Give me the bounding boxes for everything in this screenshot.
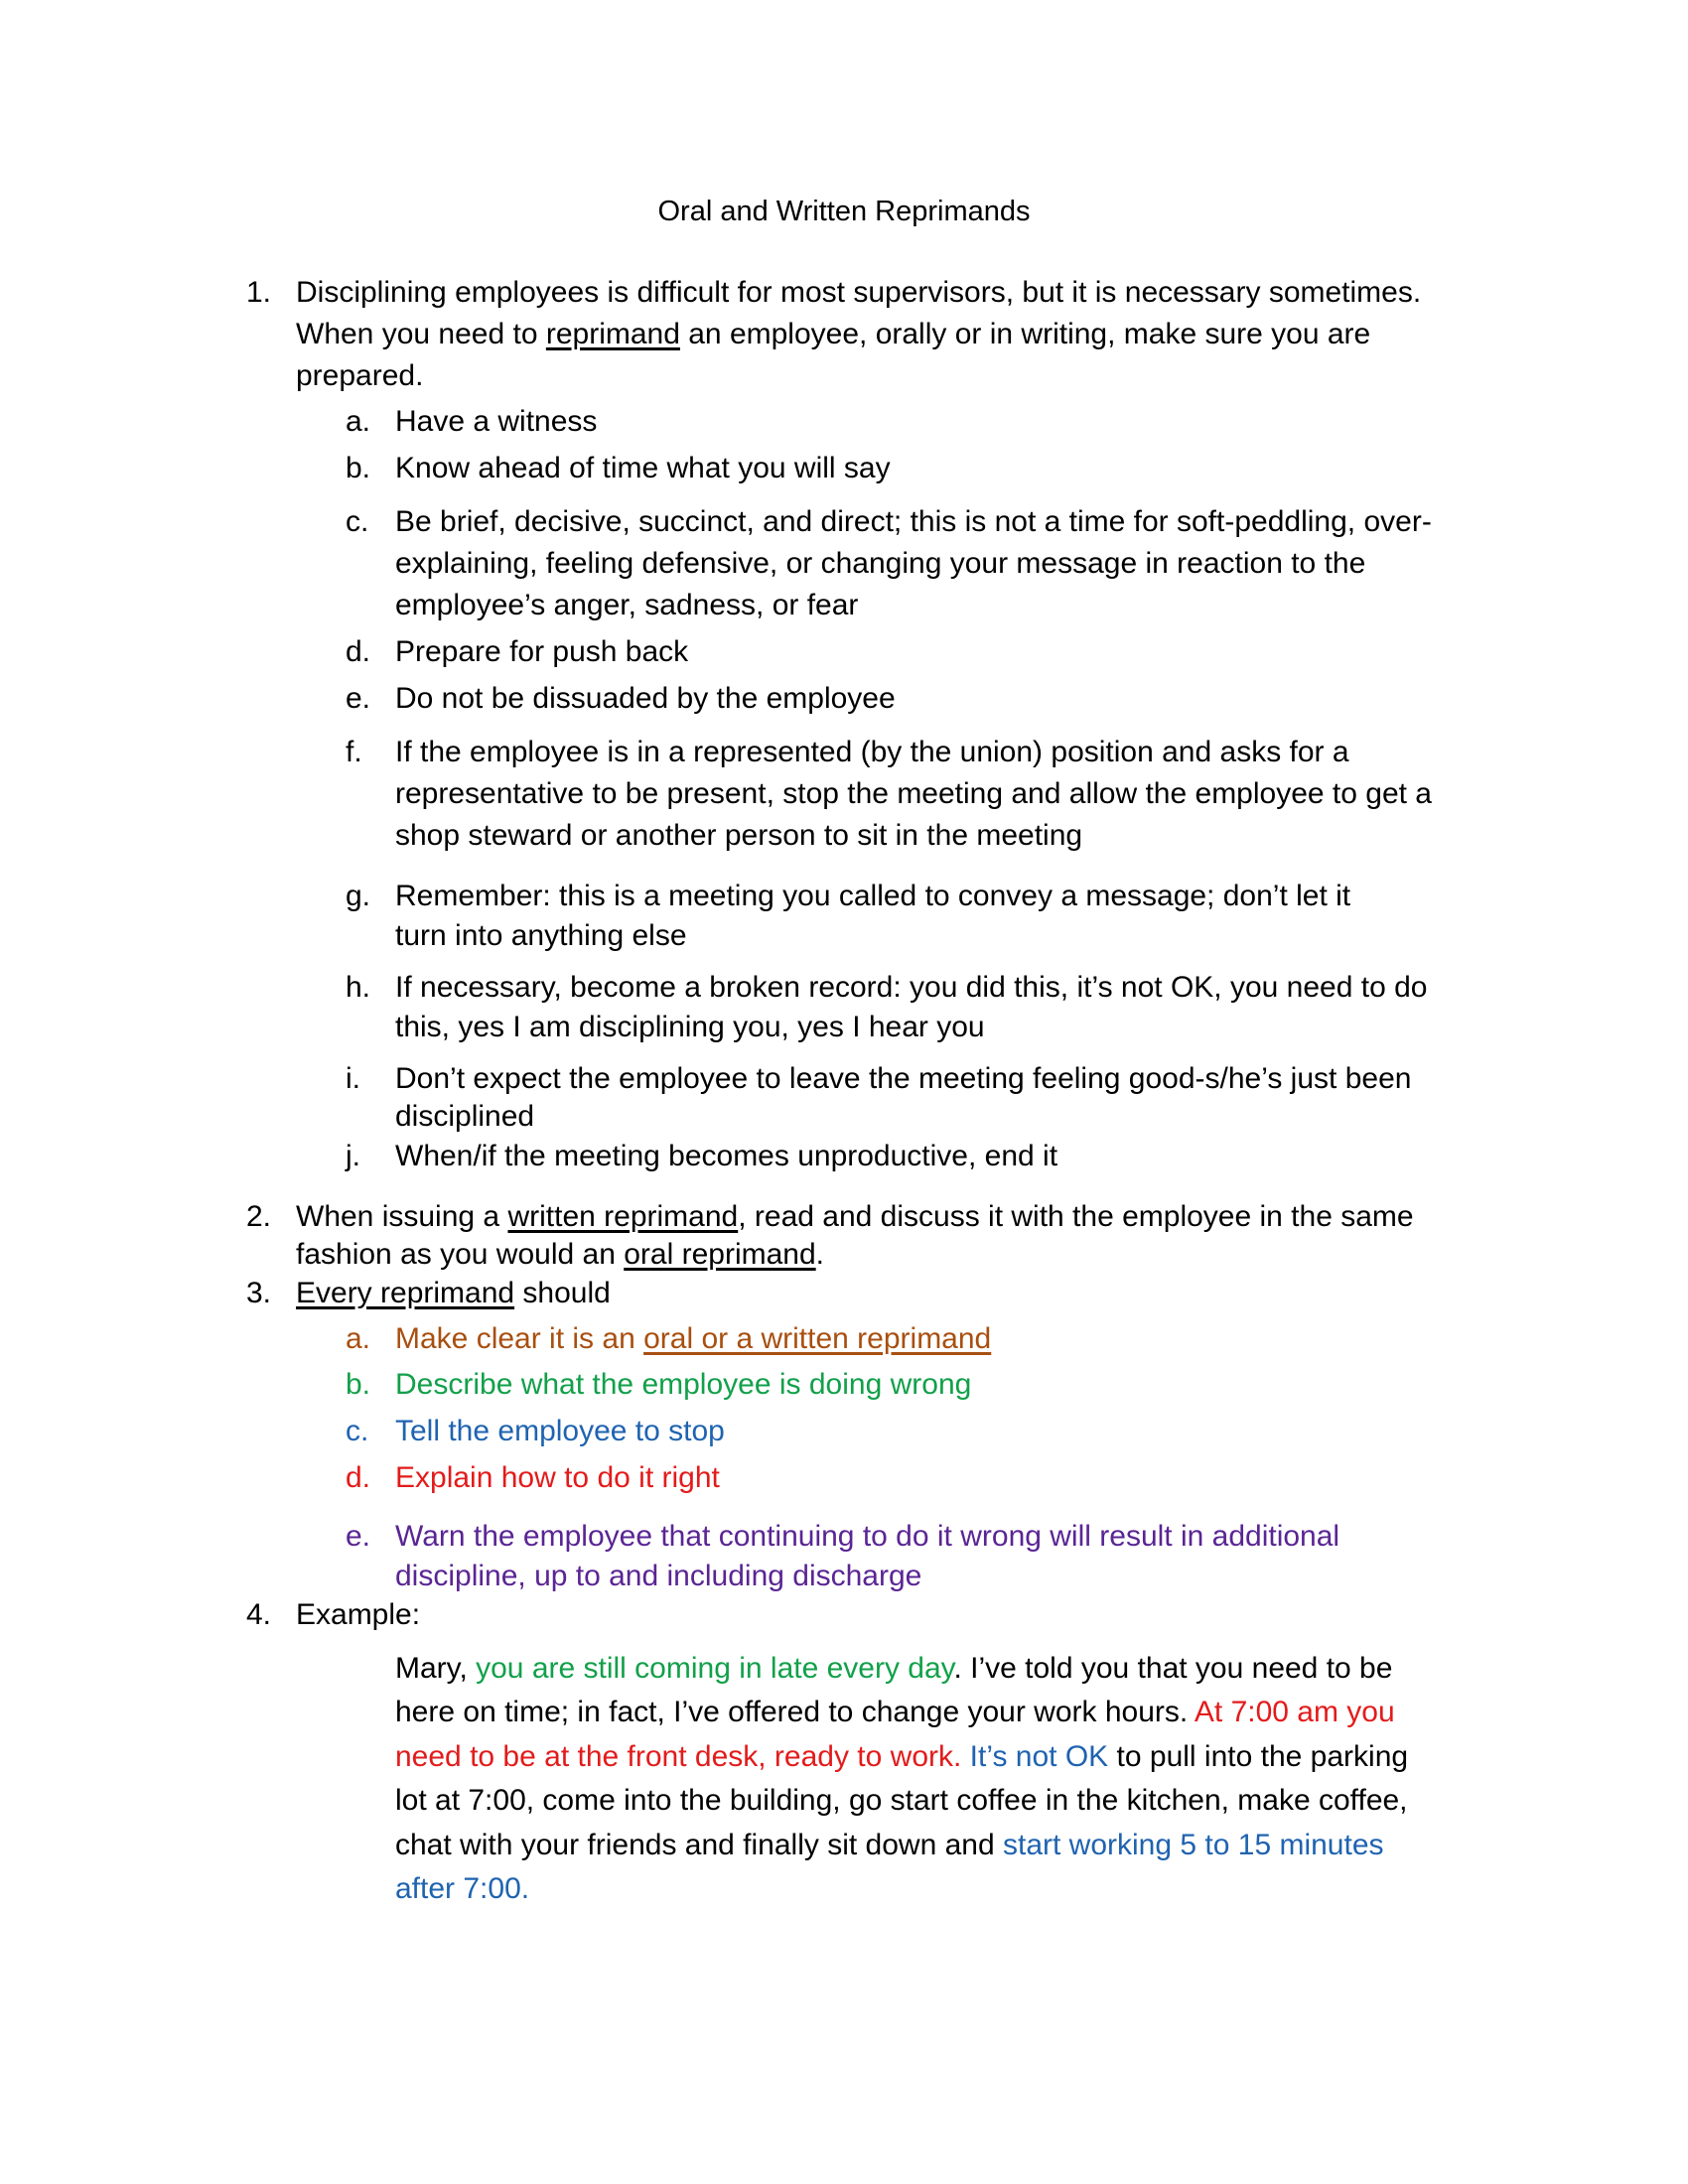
item2-line2-pre: fashion as you would an [296,1238,625,1271]
list-marker-4: 4. [246,1598,272,1631]
example-line2 [395,1692,1395,1733]
item1h-line1: If necessary, become a broken record: you did this, it’s not OK, you need to do [395,971,1428,1004]
example-line1 [395,1648,1392,1690]
document-title: Oral and Written Reprimands [657,196,1031,227]
list-marker-3e: e. [346,1520,371,1553]
item1g-line1: Remember: this is a meeting you called to convey a message; don’t let it [395,880,1351,912]
item1a-text: Have a witness [395,405,598,438]
item1f-line3: shop steward or another person to sit in the meeting [395,819,1083,852]
item1i-line1: Don’t expect the employee to leave the meeting feeling good-s/he’s just been [395,1062,1412,1095]
item1c-line2: explaining, feeling defensive, or changing your message in reaction to the [395,547,1366,580]
item3e-line1: Warn the employee that continuing to do it wrong will result in additional [395,1520,1340,1553]
item1c-line1: Be brief, decisive, succinct, and direct; this is not a time for soft-peddling, over- [395,505,1432,538]
list-marker-1: 1. [246,276,272,309]
list-marker-1a: a. [346,405,371,438]
item1f-line1: If the employee is in a represented (by the union) position and asks for a [395,736,1349,768]
example-l1-c: . I’ve told you that you need to be [953,1652,1393,1685]
list-marker-1e: e. [346,682,371,715]
example-l3-c: to pull into the parking [1108,1740,1409,1773]
item1e-text: Do not be dissuaded by the employee [395,682,896,715]
example-l1-green: you are still coming in late every day [476,1652,954,1685]
item3e-line2: discipline, up to and including discharge [395,1560,922,1592]
oral-reprimand-underlined: oral reprimand [624,1238,816,1271]
item2-line1-pre: When issuing a [296,1200,508,1233]
list-marker-2: 2. [246,1200,272,1233]
list-marker-1j: j. [346,1140,360,1172]
example-line6: after 7:00. [395,1872,530,1905]
item1h-line2: this, yes I am disciplining you, yes I hear you [395,1011,985,1043]
item1f-line2: representative to be present, stop the meeting and allow the employee to get a [395,777,1432,810]
item2-line1 [296,1196,1414,1238]
item3a-pre: Make clear it is an [395,1322,644,1355]
reprimand-underlined: reprimand [545,318,680,350]
item3b-text: Describe what the employee is doing wrong [395,1368,972,1401]
item1-line2-post: an employee, orally or in writing, make sure you are [679,318,1371,350]
item1-line3: prepared. [296,359,424,392]
item2-line2-post: . [815,1238,824,1271]
list-marker-3: 3. [246,1277,272,1309]
example-l3-blue: It’s not OK [961,1740,1109,1773]
item2-line1-post: , read and discuss it with the employee in the same [738,1200,1414,1233]
item1i-line2: disciplined [395,1100,535,1133]
list-marker-3d: d. [346,1461,371,1494]
item1b-text: Know ahead of time what you will say [395,452,891,484]
list-marker-1f: f. [346,736,362,768]
example-l5-blue: start working 5 to 15 minutes [1003,1829,1384,1861]
list-marker-1c: c. [346,505,369,538]
item3-post: should [514,1277,611,1309]
item3d-text: Explain how to do it right [395,1461,720,1494]
oral-or-written-reprimand-underlined: oral or a written reprimand [643,1322,992,1355]
list-marker-1b: b. [346,452,371,484]
example-line4: lot at 7:00, come into the building, go start coffee in the kitchen, make coffee, [395,1784,1408,1817]
list-marker-1g: g. [346,880,371,912]
item3c-text: Tell the employee to stop [395,1415,725,1447]
example-l5-a: chat with your friends and finally sit down and [395,1829,1003,1861]
item4-label: Example: [296,1598,421,1631]
list-marker-3a: a. [346,1322,371,1355]
item1-line2 [296,314,1370,355]
list-marker-3b: b. [346,1368,371,1401]
example-line5 [395,1825,1384,1866]
item1j-text: When/if the meeting becomes unproductive, end it [395,1140,1058,1172]
item1-line1: Disciplining employees is difficult for most supervisors, but it is necessary sometimes. [296,276,1422,309]
example-l3-red: need to be at the front desk, ready to work. [395,1740,962,1773]
list-marker-1h: h. [346,971,371,1004]
list-marker-1d: d. [346,635,371,668]
list-marker-1i: i. [346,1062,360,1095]
example-l2-red: At 7:00 am you [1194,1696,1395,1728]
item1c-line3: employee’s anger, sadness, or fear [395,589,859,621]
example-l2-a: here on time; in fact, I’ve offered to change your work hours. [395,1696,1195,1728]
example-line3 [395,1736,1408,1778]
item1-line2-pre: When you need to [296,318,546,350]
item1d-text: Prepare for push back [395,635,689,668]
written-reprimand-underlined: written reprimand [507,1200,739,1233]
list-marker-3c: c. [346,1415,369,1447]
example-l1-a: Mary, [395,1652,477,1685]
item1g-line2: turn into anything else [395,919,687,952]
item3-line [296,1273,611,1314]
item3a-line [395,1318,991,1360]
item2-line2 [296,1234,824,1276]
every-reprimand-underlined: Every reprimand [296,1277,515,1309]
